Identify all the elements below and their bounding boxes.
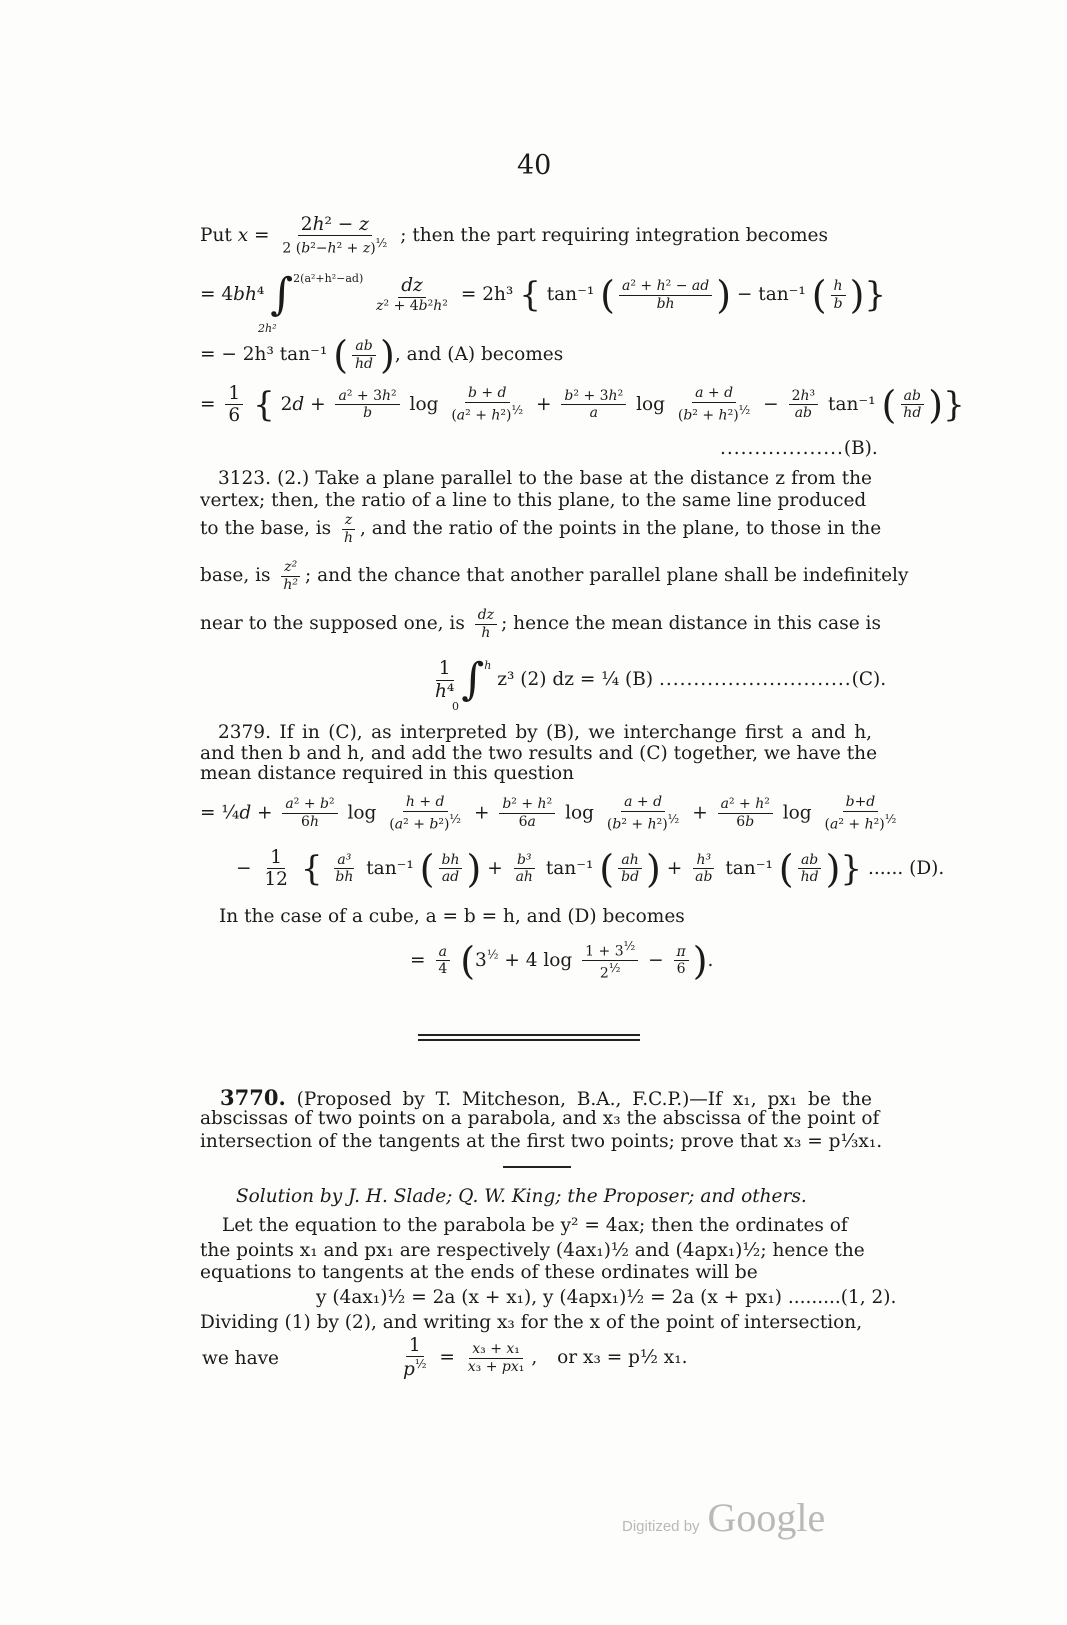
section-divider-bottom [418,1039,640,1041]
and-a-becomes: , and (A) becomes [394,344,564,365]
equation-c-rhs: z³ (2) dz = ¼ (B) [497,669,654,690]
solution-by: Solution by J. H. Slade; Q. W. King; the Proposer; and others. [236,1186,807,1207]
solution-divider [503,1166,571,1168]
p3123-text-3b: , and the ratio of the points in the plane, to those in the [360,518,882,540]
problem-line-3: intersection of the tangents at the first two points; prove that x₃ = p⅓x₁. [200,1131,883,1152]
problem-line-2: abscissas of two points on a parabola, and x₃ the abscissa of the point of [200,1108,880,1129]
equation-c-tag: (C). [851,669,887,690]
p2379-line-2: and then b and h, and add the two results and (C) together, we have the [200,743,878,764]
p3123-text-3a: to the base, is [200,518,332,540]
equation-b: = $\frac{1}{6}$ { 2d + $\frac{\text{a² + 3h²}}{b}$ log $\frac{b + d}{(a^2 + h^2)^{\frac{1}{2}}}$ + $\frac{\text{b² + 3h²}}{a}$ log $\frac{a + d}{(b^2 + h^2)^{\frac{1}{2}}}$ − $\frac{\text{2h³}}{ab}$ tan⁻¹ ( $\frac{ab}{hd}$ )} [200,382,965,427]
p3123-text-1: (2.) Take a plane parallel to the base at the distance z from the [277,468,872,489]
p2379-line-3: mean distance required in this question [200,763,575,784]
p3123-text-5a: near to the supposed one, is [200,613,465,635]
p3123-line-1 [200,468,872,489]
p2379-line-1 [200,722,872,743]
put-trail: ; then the part requiring integration becomes [400,224,828,246]
equation-b-tag: ..................(B). [720,438,878,459]
p3123-line-3: to the base, is $\frac{z}{h}$ , and the ratio of the points in the plane, to those in the [200,512,882,546]
integral-equation: = 4bh⁴ ∫$^{2(a^2+h^2-ad)}$ $\frac{dz}{\text{z² + 4b²h²}}$ = 2h³ { tan⁻¹ ( $\frac{\text{a² + h² − ad}}{bh}$ ) − tan⁻¹ ( $\frac{h}{b}$ )} [200,269,887,320]
solution-line-4: Dividing (1) by (2), and writing x₃ for the x of the point of intersection, [200,1312,863,1333]
arctan-line: = − 2h³ tan⁻¹ ( $\frac{ab}{hd}$ ), and (A) becomes [200,333,564,377]
solution-equation-1-2: y (4ax₁)½ = 2a (x + x₁), y (4apx₁)½ = 2a (x + px₁) .........(1, 2). [316,1287,897,1308]
p2379-text-1: If in (C), as interpreted by (B), we interchange first a and h, [279,722,872,743]
page-number: 40 [517,150,552,181]
watermark-brand: Google [707,1495,826,1540]
digitized-by-watermark [622,1494,825,1541]
cube-formula: = $\frac{a}{4}$ ($3^{\frac{1}{2}} + 4$ log $\frac{1 + 3^{\frac{1}{2}}}{2^{\frac{1}{2}}}$ − $\frac{\pi}{6}$ ). [410,938,714,983]
equation-d-tag: ...... (D). [867,857,945,879]
p2379-number: 2379. [218,722,271,743]
solution-line-1: Let the equation to the parabola be y² = 4ax; then the ordinates of [222,1215,848,1236]
put-line: Put x = $\frac{\text{2h² − z}}{2 (b^2-h^2 + z)^{\frac{1}{2}}}$ ; then the part requiring integration becomes [200,214,828,258]
final-equation: $\frac{1}{p^{\frac{1}{2}}}$ = $\frac{\text{x₃ + x₁}}{\text{x₃ + px₁}}$ , or x₃ = p½ x₁. [403,1335,688,1381]
p3123-number: 3123. [218,468,271,489]
p3123-text-4a: base, is [200,565,271,587]
equation-d-line-2: − $\frac{1}{12}$ { $\frac{\text{a³}}{bh}$ tan⁻¹ ( $\frac{bh}{ad}$ ) + $\frac{\text{b³}}{ah}$ tan⁻¹ ( $\frac{ah}{bd}$ ) + $\frac{\text{h³}}{ab}$ tan⁻¹ ( $\frac{ab}{hd}$ )} ...... (D). [236,846,945,891]
problem-number: 3770. [220,1085,286,1110]
problem-line-1 [200,1085,872,1110]
solution-line-3: equations to tangents at the ends of these ordinates will be [200,1262,758,1283]
put-lead: Put [200,224,232,246]
equation-d-line-1: = ¼d + $\frac{\text{a² + b²}}{6h}$ log $\frac{h + d}{(a^2 + b^2)^{\frac{1}{2}}}$ + $\frac{\text{b² + h²}}{6a}$ log $\frac{a + d}{(b^2 + h^2)^{\frac{1}{2}}}$ + $\frac{\text{a² + h²}}{6b}$ log $\frac{b+d}{(a^2 + h^2)^{\frac{1}{2}}}$ [200,794,897,833]
we-have-label: we have [202,1348,280,1369]
cube-line: In the case of a cube, a = b = h, and (D) becomes [219,906,685,927]
integral-lower-limit: 2h² [258,322,277,335]
problem-text-1: (Proposed by T. Mitcheson, B.A., F.C.P.)—If x₁, px₁ be the [296,1089,872,1110]
equation-c: $\frac{1}{\text{h⁴}}$ ∫$^h$ z³ (2) dz = ¼ (B) ............................(C). [435,654,887,705]
p3123-line-5: near to the supposed one, is $\frac{dz}{h}$ ; hence the mean distance in this case is [200,607,881,641]
final-or: or x₃ = p½ x₁. [557,1347,688,1368]
arctan-prefix: = − 2h³ tan⁻¹ [200,344,328,365]
watermark-small: Digitized by [622,1518,700,1535]
section-divider-top [418,1034,640,1036]
put-fraction: $\frac{\text{2h² − z}}{2 (b^2-h^2 + z)^{\frac{1}{2}}}$ [282,214,388,258]
integral-rhs: = 2h³ [460,284,514,305]
integral-c-lower: 0 [452,700,459,713]
solution-line-2: the points x₁ and px₁ are respectively (4ax₁)½ and (4apx₁)½; hence the [200,1240,865,1261]
b-tag-label: (B). [843,438,878,459]
p3123-line-2: vertex; then, the ratio of a line to this plane, to the same line produced [200,490,867,511]
p3123-text-5b: ; hence the mean distance in this case is [501,613,881,635]
p3123-line-4: base, is $\frac{\text{z²}}{\text{h²}}$ ; and the chance that another parallel plane shall be indefinitely [200,559,909,593]
p3123-text-4b: ; and the chance that another parallel plane shall be indefinitely [305,565,909,587]
